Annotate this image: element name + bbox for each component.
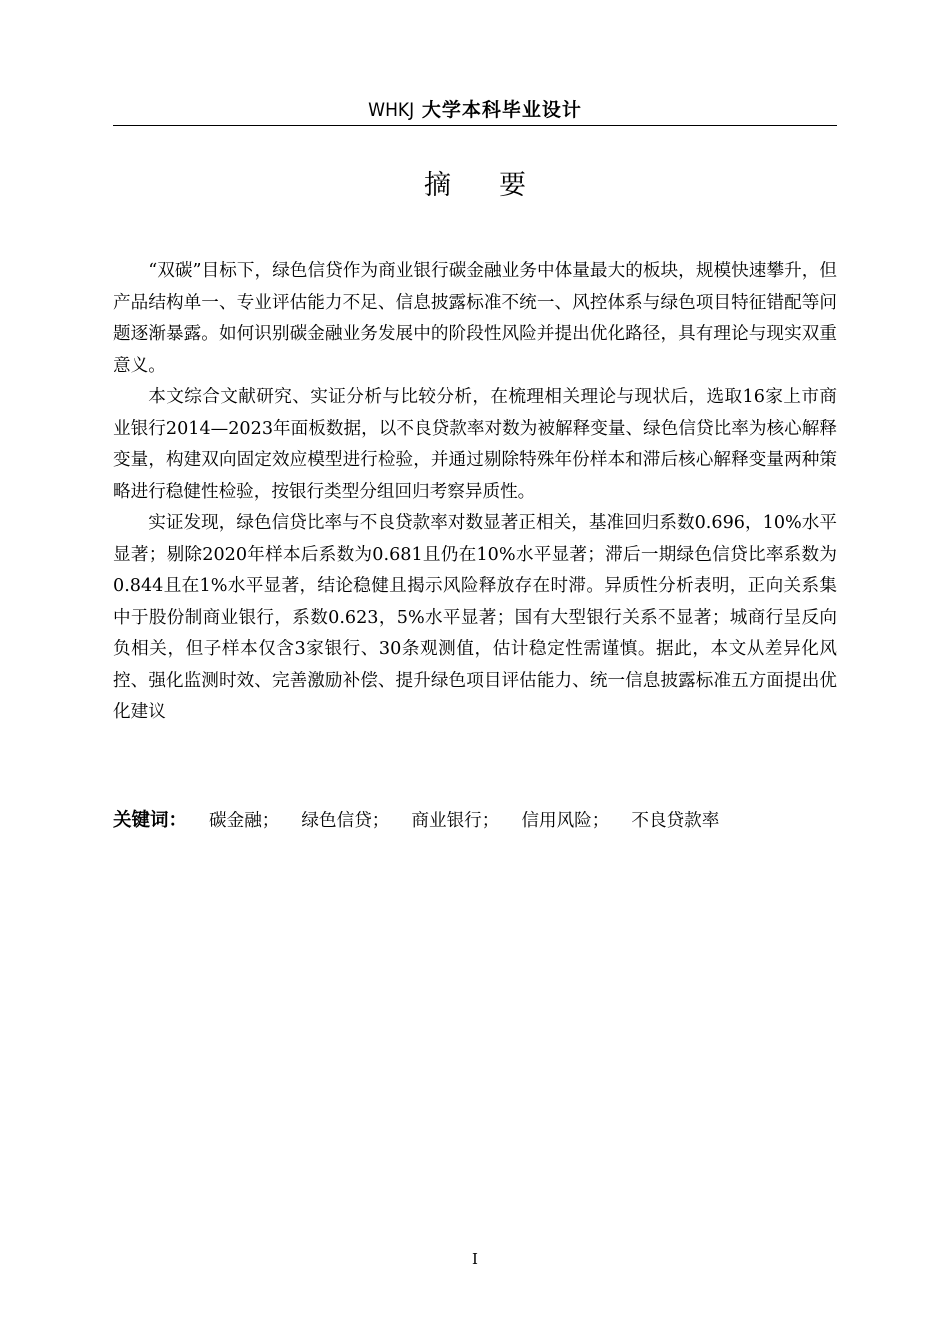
header-title [368, 97, 582, 123]
page-header [113, 97, 837, 126]
abstract-heading: 摘要 [424, 170, 574, 201]
keyword-item: 碳金融； [209, 811, 280, 831]
abstract-paragraph-2: 本文综合文献研究、实证分析与比较分析，在梳理相关理论与现状后，选取16家上市商业银行2014—2023年面板数据，以不良贷款率对数为被解释变量、绿色信贷比率为核心解释变量，构建双向固定效应模型进行检验，并通过剔除特殊年份样本和滞后核心解释变量两种策略进行稳健性检验，按银行类型分组回归考察异质性。 [113, 387, 837, 502]
abstract-body [113, 256, 837, 729]
header-school: WHKJ [368, 99, 415, 121]
abstract-paragraph-1: “双碳”目标下，绿色信贷作为商业银行碳金融业务中体量最大的板块，规模快速攀升，但产品结构单一、专业评估能力不足、信息披露标准不统一、风控体系与绿色项目特征错配等问题逐渐暴露。如何识别碳金融业务发展中的阶段性风险并提出优化路径，具有理论与现实双重意义。 [113, 261, 837, 376]
keyword-item: 商业银行； [411, 811, 500, 831]
keyword-item: 绿色信贷； [301, 811, 390, 831]
header-thesis-title: 大学本科毕业设计 [421, 99, 582, 121]
keyword-item: 不良贷款率 [631, 811, 720, 831]
keywords-label: 关键词： [113, 810, 188, 831]
keywords-line [113, 806, 837, 836]
abstract-paragraph-3: 实证发现，绿色信贷比率与不良贷款率对数显著正相关，基准回归系数0.696，10%水平显著；剔除2020年样本后系数为0.681且仍在10%水平显著；滞后一期绿色信贷比率系数为0.844且在1%水平显著，结论稳健且揭示风险释放存在时滞。异质性分析表明，正向关系集中于股份制商业银行，系数0.623，5%水平显著；国有大型银行关系不显著；城商行呈反向负相关，但子样本仅含3家银行、30条观测值，估计稳定性需谨慎。据此，本文从差异化风控、强化监测时效、完善激励补偿、提升绿色项目评估能力、统一信息披露标准五方面提出优化建议 [113, 513, 837, 722]
page-number: I [472, 1250, 478, 1268]
keyword-item: 信用风险； [521, 811, 610, 831]
